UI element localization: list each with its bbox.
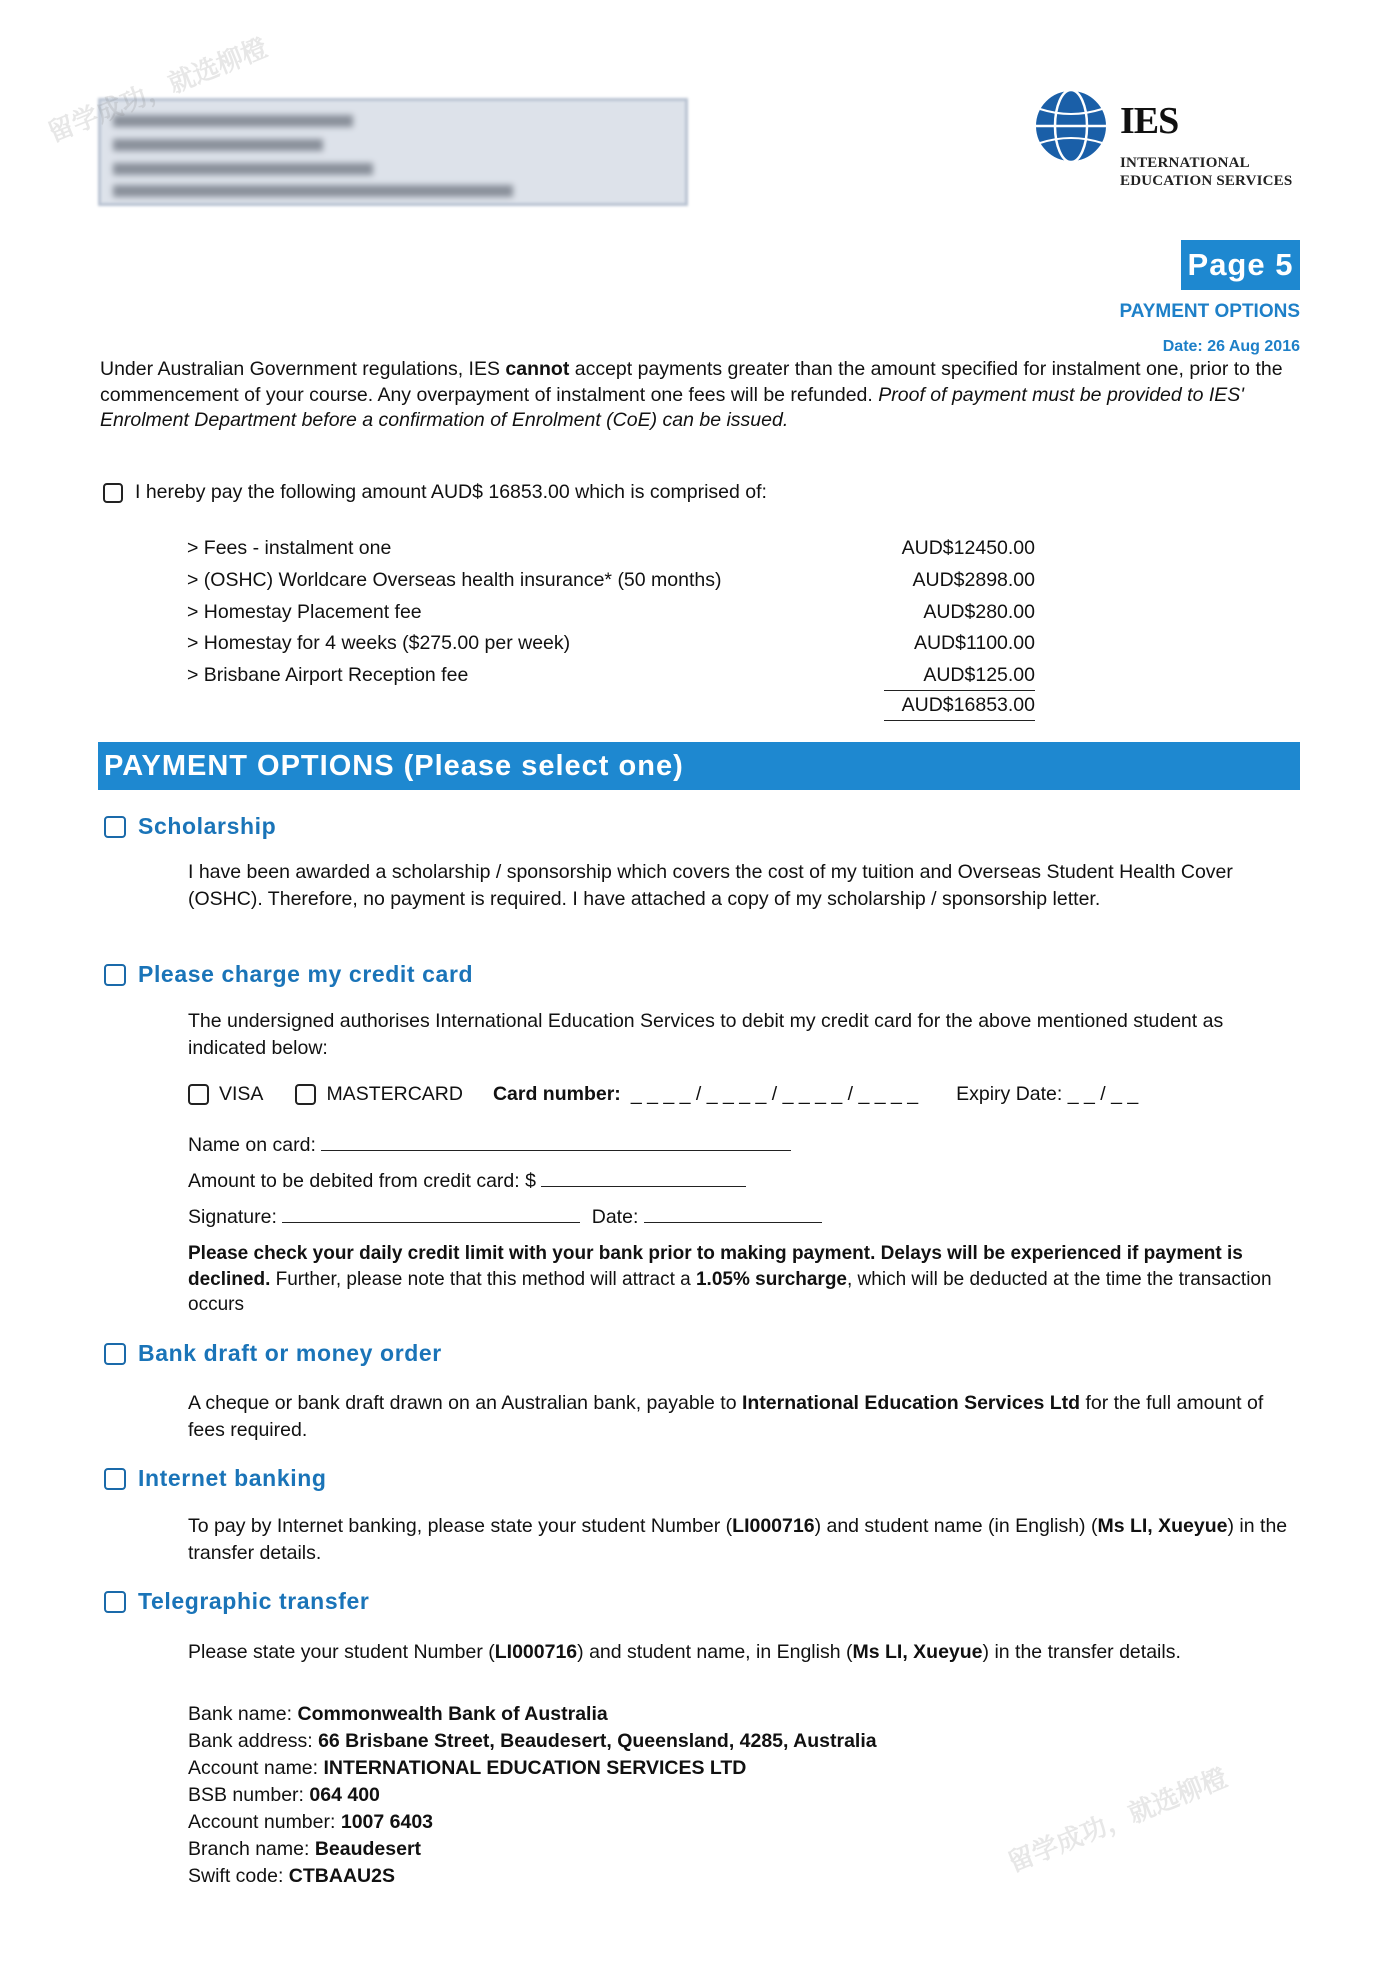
bank-draft-checkbox[interactable] xyxy=(104,1343,126,1365)
telegraphic-transfer-checkbox[interactable] xyxy=(104,1591,126,1613)
fee-item-amount: AUD$280.00 xyxy=(923,600,1035,623)
fee-item-label: > Homestay Placement fee xyxy=(187,600,422,623)
amount-row xyxy=(188,1168,746,1193)
expiry-date-field[interactable]: Expiry Date: _ _ / _ _ xyxy=(956,1083,1139,1105)
option-title: Internet banking xyxy=(138,1465,327,1491)
card-number-label: Card number: xyxy=(492,1083,621,1105)
name-on-card-input[interactable] xyxy=(321,1132,791,1151)
bsb-number-row: BSB number: 064 400 xyxy=(188,1784,380,1806)
fee-amounts xyxy=(880,533,1035,692)
intro-paragraph: Under Australian Government regulations, IES cannot accept payments greater than the amount specified for instalment one, prior to the commencement of your course. Any overpayment of instalment one fees will be refunded. Proof of payment must be provided to IES' Enrolment Department before a confirmation of Enrolment (CoE) can be issued. xyxy=(100,358,1283,431)
section-title: PAYMENT OPTIONS xyxy=(1119,301,1300,322)
logo-name: INTERNATIONAL EDUCATION SERVICES xyxy=(1120,155,1293,189)
option-title: Please charge my credit card xyxy=(138,961,474,987)
signature-label: Signature: xyxy=(188,1206,277,1228)
fee-item-label: > Homestay for 4 weeks ($275.00 per week) xyxy=(187,632,571,655)
fee-item-label: > Brisbane Airport Reception fee xyxy=(187,664,469,687)
fee-item-label: > Fees - instalment one xyxy=(187,537,392,559)
signature-row xyxy=(188,1204,822,1229)
payment-agree-checkbox[interactable] xyxy=(103,483,123,503)
bank-draft-text: A cheque or bank draft drawn on an Australian bank, payable to International Education Services Ltd for the full amount of fees required. xyxy=(188,1392,1264,1441)
fee-item-amount: AUD$125.00 xyxy=(923,664,1035,687)
amount-label: Amount to be debited from credit card: $ xyxy=(188,1170,536,1192)
fee-item-amount: AUD$1100.00 xyxy=(913,632,1035,655)
option-title: Bank draft or money order xyxy=(138,1340,442,1366)
bank-details xyxy=(188,1701,877,1890)
scholarship-checkbox[interactable] xyxy=(104,816,126,838)
credit-card-note: Please check your daily credit limit with your bank prior to making payment. Delays will be experienced if payment is declined. Further, please note that this method will attract a 1.05% surcharge, which will be deducted at the time the transaction occurs xyxy=(188,1243,1272,1315)
credit-card-checkbox[interactable] xyxy=(104,964,126,986)
option-credit-card[interactable] xyxy=(104,961,473,988)
option-telegraphic-transfer[interactable] xyxy=(104,1588,369,1615)
telegraphic-text: Please state your student Number (LI000716) and student name, in English (Ms LI, Xueyue) in the transfer details. xyxy=(188,1641,1181,1663)
option-title: Scholarship xyxy=(138,813,277,839)
fee-item-amount: AUD$12450.00 xyxy=(901,537,1035,559)
logo-mark: IES xyxy=(1120,100,1179,142)
document-date: Date: 26 Aug 2016 xyxy=(1162,338,1300,355)
fee-total: AUD$16853.00 xyxy=(884,690,1035,721)
card-number-field[interactable]: _ _ _ _ / _ _ _ _ / _ _ _ _ / _ _ _ _ xyxy=(630,1083,919,1105)
signature-input[interactable] xyxy=(282,1204,580,1223)
internet-banking-checkbox[interactable] xyxy=(104,1468,126,1490)
amount-input[interactable] xyxy=(541,1168,746,1187)
fee-item-amount: AUD$2898.00 xyxy=(912,568,1035,591)
internet-banking-text: To pay by Internet banking, please state your student Number (LI000716) and student name (in English) (Ms LI, Xueyue) in the transfer details. xyxy=(188,1515,1288,1564)
ies-logo xyxy=(1032,84,1302,194)
card-type-row xyxy=(188,1083,1138,1106)
option-title: Telegraphic transfer xyxy=(138,1588,370,1614)
bank-name-row: Bank name: Commonwealth Bank of Australia xyxy=(188,1703,608,1725)
date-label: Date: xyxy=(591,1206,639,1228)
name-on-card-label: Name on card: xyxy=(188,1134,316,1156)
account-number-row: Account number: 1007 6403 xyxy=(188,1811,434,1833)
name-on-card-row xyxy=(188,1132,791,1157)
payment-statement-row xyxy=(103,481,767,504)
visa-label: VISA xyxy=(219,1083,264,1105)
credit-card-text: The undersigned authorises International Education Services to debit my credit card for the above mentioned student as indicated below: xyxy=(188,1010,1224,1059)
option-scholarship[interactable] xyxy=(104,813,276,840)
date-input[interactable] xyxy=(644,1204,822,1223)
mastercard-label: MASTERCARD xyxy=(326,1083,463,1105)
fee-list xyxy=(187,533,721,692)
swift-code-row: Swift code: CTBAAU2S xyxy=(188,1865,395,1887)
payment-options-banner: PAYMENT OPTIONS (Please select one) xyxy=(98,742,1300,790)
watermark: 留学成功，就选柳橙 xyxy=(43,32,272,148)
option-internet-banking[interactable] xyxy=(104,1465,327,1492)
scholarship-text: I have been awarded a scholarship / sponsorship which covers the cost of my tuition and Overseas Student Health Cover (OSHC). Therefore, no payment is required. I have attached a copy of my scholarship / sponsorship letter. xyxy=(188,861,1233,910)
watermark: 留学成功，就选柳橙 xyxy=(1003,1762,1232,1878)
page-number-badge: Page 5 xyxy=(1181,240,1300,290)
redacted-address-block xyxy=(98,98,688,206)
payment-statement: I hereby pay the following amount AUD$ 16853.00 which is comprised of: xyxy=(135,481,767,503)
fee-item-label: > (OSHC) Worldcare Overseas health insurance* (50 months) xyxy=(187,568,722,591)
account-name-row: Account name: INTERNATIONAL EDUCATION SERVICES LTD xyxy=(188,1757,747,1779)
option-bank-draft[interactable] xyxy=(104,1340,442,1367)
visa-checkbox[interactable] xyxy=(188,1084,209,1105)
globe-icon xyxy=(1032,87,1110,165)
branch-name-row: Branch name: Beaudesert xyxy=(188,1838,422,1860)
mastercard-checkbox[interactable] xyxy=(295,1084,316,1105)
bank-address-row: Bank address: 66 Brisbane Street, Beaudesert, Queensland, 4285, Australia xyxy=(188,1730,877,1752)
